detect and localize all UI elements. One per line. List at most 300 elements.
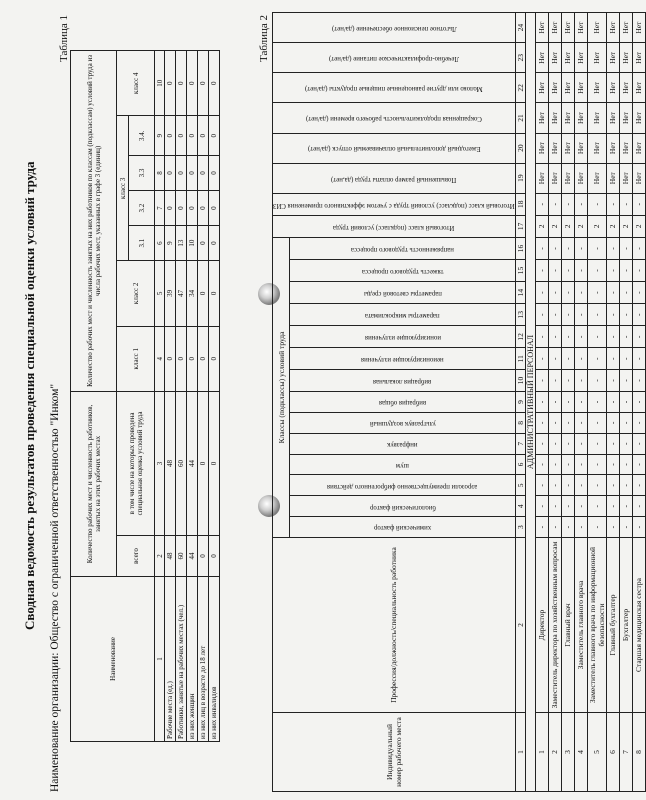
t2-benefit-cell: Нет [561,103,574,133]
t2-benefit-cell: Нет [574,103,587,133]
t1-sub-3-1: 3.1 [129,226,155,261]
t2-cell: - [632,370,645,392]
t1-cell: 10 [187,226,198,261]
t2-cell: - [548,282,561,304]
t2-cell: - [561,282,574,304]
t2-cell: - [606,433,619,454]
t2-benefit-cell: Нет [632,73,645,103]
t2-cell: - [574,326,587,348]
t2-benefit-cell: Нет [535,163,548,193]
t2-benefit-cell: Нет [561,73,574,103]
t1-cell: 0 [209,326,220,391]
t2-factor-cell [273,73,516,103]
t2-cell: - [574,412,587,433]
summary-table-1 [70,50,220,742]
t2-col-num: 19 [515,163,525,193]
t1-cell: 0 [165,326,176,391]
table-row [165,51,176,742]
t2-cell: - [561,304,574,326]
t2-cell: - [561,348,574,370]
t2-factor-cell [290,260,515,282]
t2-cell: - [587,370,606,392]
t2-col-num: 14 [515,282,525,304]
t2-cell: - [632,517,645,538]
t2-cell: - [606,496,619,517]
t2-factor-header: Льготное пенсионное обеспечение (да/нет) [331,25,457,33]
t1-row-label: Работники, занятые на рабочих местах (чел.) [176,577,187,742]
t2-cell: - [535,348,548,370]
t2-cell: 2 [619,215,632,237]
table-row [187,51,198,742]
t1-cell: 0 [209,51,220,116]
t2-row-profession: Заместитель директора по хозяйственным вопросам [548,538,561,713]
t2-cell: - [548,260,561,282]
t2-factor-header: Повышенный размер оплаты труда (да,нет) [331,175,457,183]
t1-cell: 60 [176,391,187,535]
t2-cell: - [587,193,606,215]
t2-row-id: 3 [561,713,574,792]
t2-cell: 2 [535,215,548,237]
t2-col-num: 20 [515,133,525,163]
t1-col-num: 10 [155,51,165,116]
t2-factor-header: химический фактор [373,524,432,532]
t2-col-num: 1 [515,713,525,792]
t2-cell: - [619,304,632,326]
t2-benefit-cell: Нет [632,43,645,73]
t2-factor-cell [290,392,515,413]
t2-cell: - [619,475,632,496]
t2-benefit-cell: Нет [561,163,574,193]
table-row [619,13,632,792]
t2-cell: - [619,282,632,304]
t2-cell: 2 [632,215,645,237]
t2-factor-header: аэрозоли преимущественно фиброгенного действия [327,482,478,490]
t2-col-num: 22 [515,73,525,103]
t1-sub-3-3: 3.3 [129,156,155,191]
t2-col-num: 7 [515,433,525,454]
t1-cell: 0 [209,536,220,577]
table-row [606,13,619,792]
t2-cell: - [606,326,619,348]
t2-cell: - [535,475,548,496]
t2-factor-cell [290,326,515,348]
t1-row-label: из них лиц в возрасте до 18 лет [198,577,209,742]
t1-cell: 0 [187,51,198,116]
t2-factor-cell [290,237,515,259]
t2-factor-cell [290,517,515,538]
t2-factor-cell [273,193,516,215]
t1-cell: 0 [198,191,209,226]
t2-benefit-cell: Нет [548,73,561,103]
t2-row-id: 5 [587,713,606,792]
t2-cell: - [574,517,587,538]
t2-factor-header: параметры микроклимата [365,312,440,320]
t2-row-id: 2 [548,713,561,792]
t2-cell: - [561,412,574,433]
t2-benefit-cell: Нет [619,133,632,163]
t1-cell: 0 [209,116,220,156]
t1-col-num: 7 [155,191,165,226]
t2-cell: - [619,260,632,282]
t2-cell: - [535,237,548,259]
t1-cell: 0 [198,226,209,261]
t1-cell: 39 [165,261,176,326]
t2-cell: - [606,237,619,259]
t2-benefit-cell: Нет [606,133,619,163]
t2-cell: - [632,392,645,413]
t2-cell: - [574,237,587,259]
t2-col-num: 8 [515,412,525,433]
t2-section-admin: АДМИНИСТРАТИВНЫЙ ПЕРСОНАЛ [525,13,535,792]
t2-cell: - [574,260,587,282]
t2-benefit-cell: Нет [619,43,632,73]
t1-col-num: 1 [155,577,165,742]
t2-cell: - [587,433,606,454]
t2-cell: - [561,260,574,282]
t1-cell: 0 [209,261,220,326]
t1-cell: 0 [209,391,220,535]
t2-cell: 2 [574,215,587,237]
organization-line: Наименование организации: Общество с ограниченной ответственностью "Инком" [49,383,61,792]
t2-cell: - [561,475,574,496]
t2-cell: - [548,517,561,538]
t2-cell: - [587,454,606,475]
t2-cell: - [606,475,619,496]
t2-cell: - [561,496,574,517]
t2-header-id: Индивидуальный номер рабочего места [273,713,516,792]
t2-cell: - [619,326,632,348]
t2-col-num: 17 [515,215,525,237]
t1-cell: 0 [176,51,187,116]
t1-cell: 0 [165,51,176,116]
t2-benefit-cell: Нет [548,13,561,43]
t2-row-profession: Главный бухгалтер [606,538,619,713]
t2-cell: - [535,282,548,304]
t1-cell: 0 [198,261,209,326]
t2-col-num: 23 [515,43,525,73]
t2-col-num: 15 [515,260,525,282]
t2-row-profession: Заместитель главного врача [574,538,587,713]
t2-cell: - [632,348,645,370]
table2-caption: Таблица 2 [258,14,270,62]
t2-cell: - [574,282,587,304]
t2-factor-header: Ежегодный дополнительный оплачиваемый отпуск (да/нет) [307,145,481,153]
t1-cell: 0 [198,156,209,191]
t2-cell: - [587,392,606,413]
t1-cell: 0 [198,391,209,535]
t2-cell: 2 [561,215,574,237]
t2-factor-header: вибрация общая [378,399,427,407]
t2-col-num: 4 [515,496,525,517]
t2-cell: - [561,517,574,538]
t2-benefit-cell: Нет [619,103,632,133]
t2-cell: - [574,304,587,326]
table1-caption: Таблица 1 [58,14,70,62]
t1-cell: 0 [209,191,220,226]
t1-header-count: Количество рабочих мест и численность работников, занятых на этих рабочих местах [71,391,117,576]
t1-cell: 13 [176,226,187,261]
t2-cell: - [535,193,548,215]
t2-benefit-cell: Нет [606,13,619,43]
t2-cell: - [606,282,619,304]
t1-cell: 44 [187,391,198,535]
table-row [209,51,220,742]
t1-row-label: из них женщин [187,577,198,742]
t1-col-num: 3 [155,391,165,535]
t1-col-num: 8 [155,156,165,191]
t2-cell: - [561,392,574,413]
t2-cell: - [561,433,574,454]
document-title: Сводная ведомость результатов проведения специальной оценки условий труда [22,161,37,630]
t2-factor-cell [273,133,516,163]
t1-col-num: 4 [155,326,165,391]
table-row [548,13,561,792]
t2-cell: - [632,282,645,304]
t1-cell: 0 [198,51,209,116]
t2-cell: - [606,304,619,326]
t2-cell: - [587,517,606,538]
t2-col-num: 24 [515,13,525,43]
t2-factor-header: вибрация локальная [373,377,432,385]
t2-cell: - [606,392,619,413]
t2-cell: - [548,370,561,392]
t2-benefit-cell: Нет [619,163,632,193]
table-row [198,51,209,742]
t1-col-num: 6 [155,226,165,261]
t2-benefit-cell: Нет [574,73,587,103]
t2-cell: - [548,304,561,326]
t2-factor-header: неионизирующие излучения [361,356,444,364]
t1-col-num: 2 [155,536,165,577]
t2-cell: - [535,433,548,454]
t2-col-num: 11 [515,348,525,370]
t2-row-id: 1 [535,713,548,792]
t2-cell: - [574,370,587,392]
t2-col-num: 10 [515,370,525,392]
t2-cell: - [619,454,632,475]
t1-cell: 0 [165,156,176,191]
t2-row-profession: Заместитель главного врача по информационной безопасности [587,538,606,713]
t2-factor-cell [290,496,515,517]
t2-benefit-cell: Нет [587,103,606,133]
t2-cell: - [606,260,619,282]
t2-cell: - [632,475,645,496]
t2-cell: - [606,348,619,370]
t2-cell: - [632,412,645,433]
t2-cell: - [548,237,561,259]
t2-benefit-cell: Нет [561,43,574,73]
t1-cell: 48 [165,536,176,577]
t1-col-num: 9 [155,116,165,156]
t2-benefit-cell: Нет [535,43,548,73]
t1-cell: 0 [165,191,176,226]
t1-cell: 60 [176,536,187,577]
t2-cell: - [632,304,645,326]
t1-cell: 0 [209,156,220,191]
t2-benefit-cell: Нет [619,13,632,43]
t2-cell: - [632,260,645,282]
table-row [574,13,587,792]
t2-factor-header: шум [396,461,409,469]
t2-cell: - [535,496,548,517]
t2-benefit-cell: Нет [548,103,561,133]
t2-cell: - [548,454,561,475]
t2-row-profession: Бухгалтер [619,538,632,713]
table-row [632,13,645,792]
t2-cell: - [619,496,632,517]
t1-row-label: из них инвалидов [209,577,220,742]
t2-benefit-cell: Нет [535,103,548,133]
t2-factor-header: инфразвук [387,441,418,449]
t2-factor-header: ионизирующие излучения [364,334,441,342]
t2-cell: - [548,193,561,215]
t1-cell: 0 [176,116,187,156]
t2-factor-cell [273,103,516,133]
t2-factor-cell [273,163,516,193]
t2-cell: - [535,304,548,326]
t2-benefit-cell: Нет [587,43,606,73]
t2-cell: - [632,193,645,215]
t2-benefit-cell: Нет [587,73,606,103]
t2-cell: - [632,326,645,348]
t1-sub-3-2: 3.2 [129,191,155,226]
t2-factor-cell [290,433,515,454]
summary-table-2 [272,12,646,792]
t2-header-profession: Профессия/должность/специальность работника [273,538,516,713]
t1-cell: 48 [165,391,176,535]
t2-cell: - [548,433,561,454]
t2-row-id: 4 [574,713,587,792]
t2-factor-header: тяжесть трудового процесса [361,267,444,275]
t2-cell: - [606,454,619,475]
t2-cell: - [574,193,587,215]
table-row [587,13,606,792]
t2-cell: - [548,348,561,370]
t2-benefit-cell: Нет [548,163,561,193]
t1-cell: 0 [165,116,176,156]
t1-cell: 34 [187,261,198,326]
t2-cell: - [587,304,606,326]
t2-col-num: 2 [515,538,525,713]
t1-header-class3: класс 3 [117,116,129,261]
t2-cell: - [619,412,632,433]
t1-cell: 0 [187,191,198,226]
t2-cell: - [561,454,574,475]
t2-benefit-cell: Нет [561,13,574,43]
t2-cell: - [535,370,548,392]
t1-header-classes: Количество рабочих мест и численность занятых на них работников по классам (подклассам) условий труда из числа рабочих мест, указанных в графе 3 (единиц) [71,51,117,392]
t2-benefit-cell: Нет [587,133,606,163]
t2-cell: - [574,348,587,370]
t2-cell: - [606,517,619,538]
t1-col-num: 5 [155,261,165,326]
t2-row-profession: Главный врач [561,538,574,713]
t2-cell: - [619,433,632,454]
t1-header-name: Наименование [71,577,155,742]
t1-cell: 0 [187,116,198,156]
t1-sub-3-4: 3.4. [129,116,155,156]
t2-factor-cell [290,475,515,496]
t2-benefit-cell: Нет [632,163,645,193]
t2-cell: - [632,454,645,475]
table-row [176,51,187,742]
t2-benefit-cell: Нет [535,13,548,43]
t1-header-class4: класс 4 [117,51,155,116]
t1-cell: 47 [176,261,187,326]
t2-cell: - [535,454,548,475]
t1-cell: 0 [187,326,198,391]
t2-cell: - [632,237,645,259]
t2-header-classes: Классы (подклассы) условий труда [273,237,290,537]
t2-cell: - [574,392,587,413]
t2-cell: - [587,260,606,282]
t2-col-num: 3 [515,517,525,538]
t2-factor-header: биологический фактор [369,503,436,511]
t2-cell: - [574,496,587,517]
table-row [535,13,548,792]
t2-row-id: 8 [632,713,645,792]
t2-cell: - [548,412,561,433]
t2-factor-cell [290,348,515,370]
t2-factor-header: Итоговый класс (подкласс) условий труда с учетом эффективного применения СИЗ [273,201,515,209]
t2-factor-header: ультразвук воздушный [369,420,436,428]
t2-benefit-cell: Нет [535,133,548,163]
t2-col-num: 9 [515,392,525,413]
t2-cell: - [606,412,619,433]
t2-cell: - [548,326,561,348]
t2-col-num: 6 [515,454,525,475]
t2-benefit-cell: Нет [574,13,587,43]
t2-benefit-cell: Нет [619,73,632,103]
t1-cell: 0 [198,536,209,577]
t2-factor-cell [273,13,516,43]
t1-header-class2: класс 2 [117,261,155,326]
t2-factor-cell [273,215,516,237]
t2-cell: 2 [606,215,619,237]
t1-cell: 0 [198,326,209,391]
t2-cell: 2 [587,215,606,237]
t2-benefit-cell: Нет [606,43,619,73]
t1-cell: 0 [176,156,187,191]
t2-benefit-cell: Нет [548,133,561,163]
t2-cell: - [619,517,632,538]
t2-benefit-cell: Нет [535,73,548,103]
t1-cell: 0 [198,116,209,156]
t1-cell: 44 [187,536,198,577]
t2-cell: - [574,433,587,454]
t2-row-profession: Старшая медицинская сестра [632,538,645,713]
t1-cell: 9 [165,226,176,261]
t2-benefit-cell: Нет [561,133,574,163]
t2-cell: - [561,326,574,348]
t2-benefit-cell: Нет [574,133,587,163]
t2-cell: - [587,237,606,259]
t2-benefit-cell: Нет [548,43,561,73]
t2-benefit-cell: Нет [574,163,587,193]
t2-factor-cell [290,412,515,433]
t2-cell: - [574,454,587,475]
t2-cell: - [561,237,574,259]
t2-cell: - [587,475,606,496]
t2-row-id: 6 [606,713,619,792]
t2-cell: - [535,392,548,413]
t2-col-num: 21 [515,103,525,133]
t2-row-profession: Директор [535,538,548,713]
t2-factor-header: Итоговый класс (подкласс) условий труда [333,223,455,231]
t1-header-class1: класс 1 [117,326,155,391]
t1-row-label: Рабочие места (ед.) [165,577,176,742]
t2-factor-header: Сокращенная продолжительность рабочего времени (да/нет) [305,115,482,123]
